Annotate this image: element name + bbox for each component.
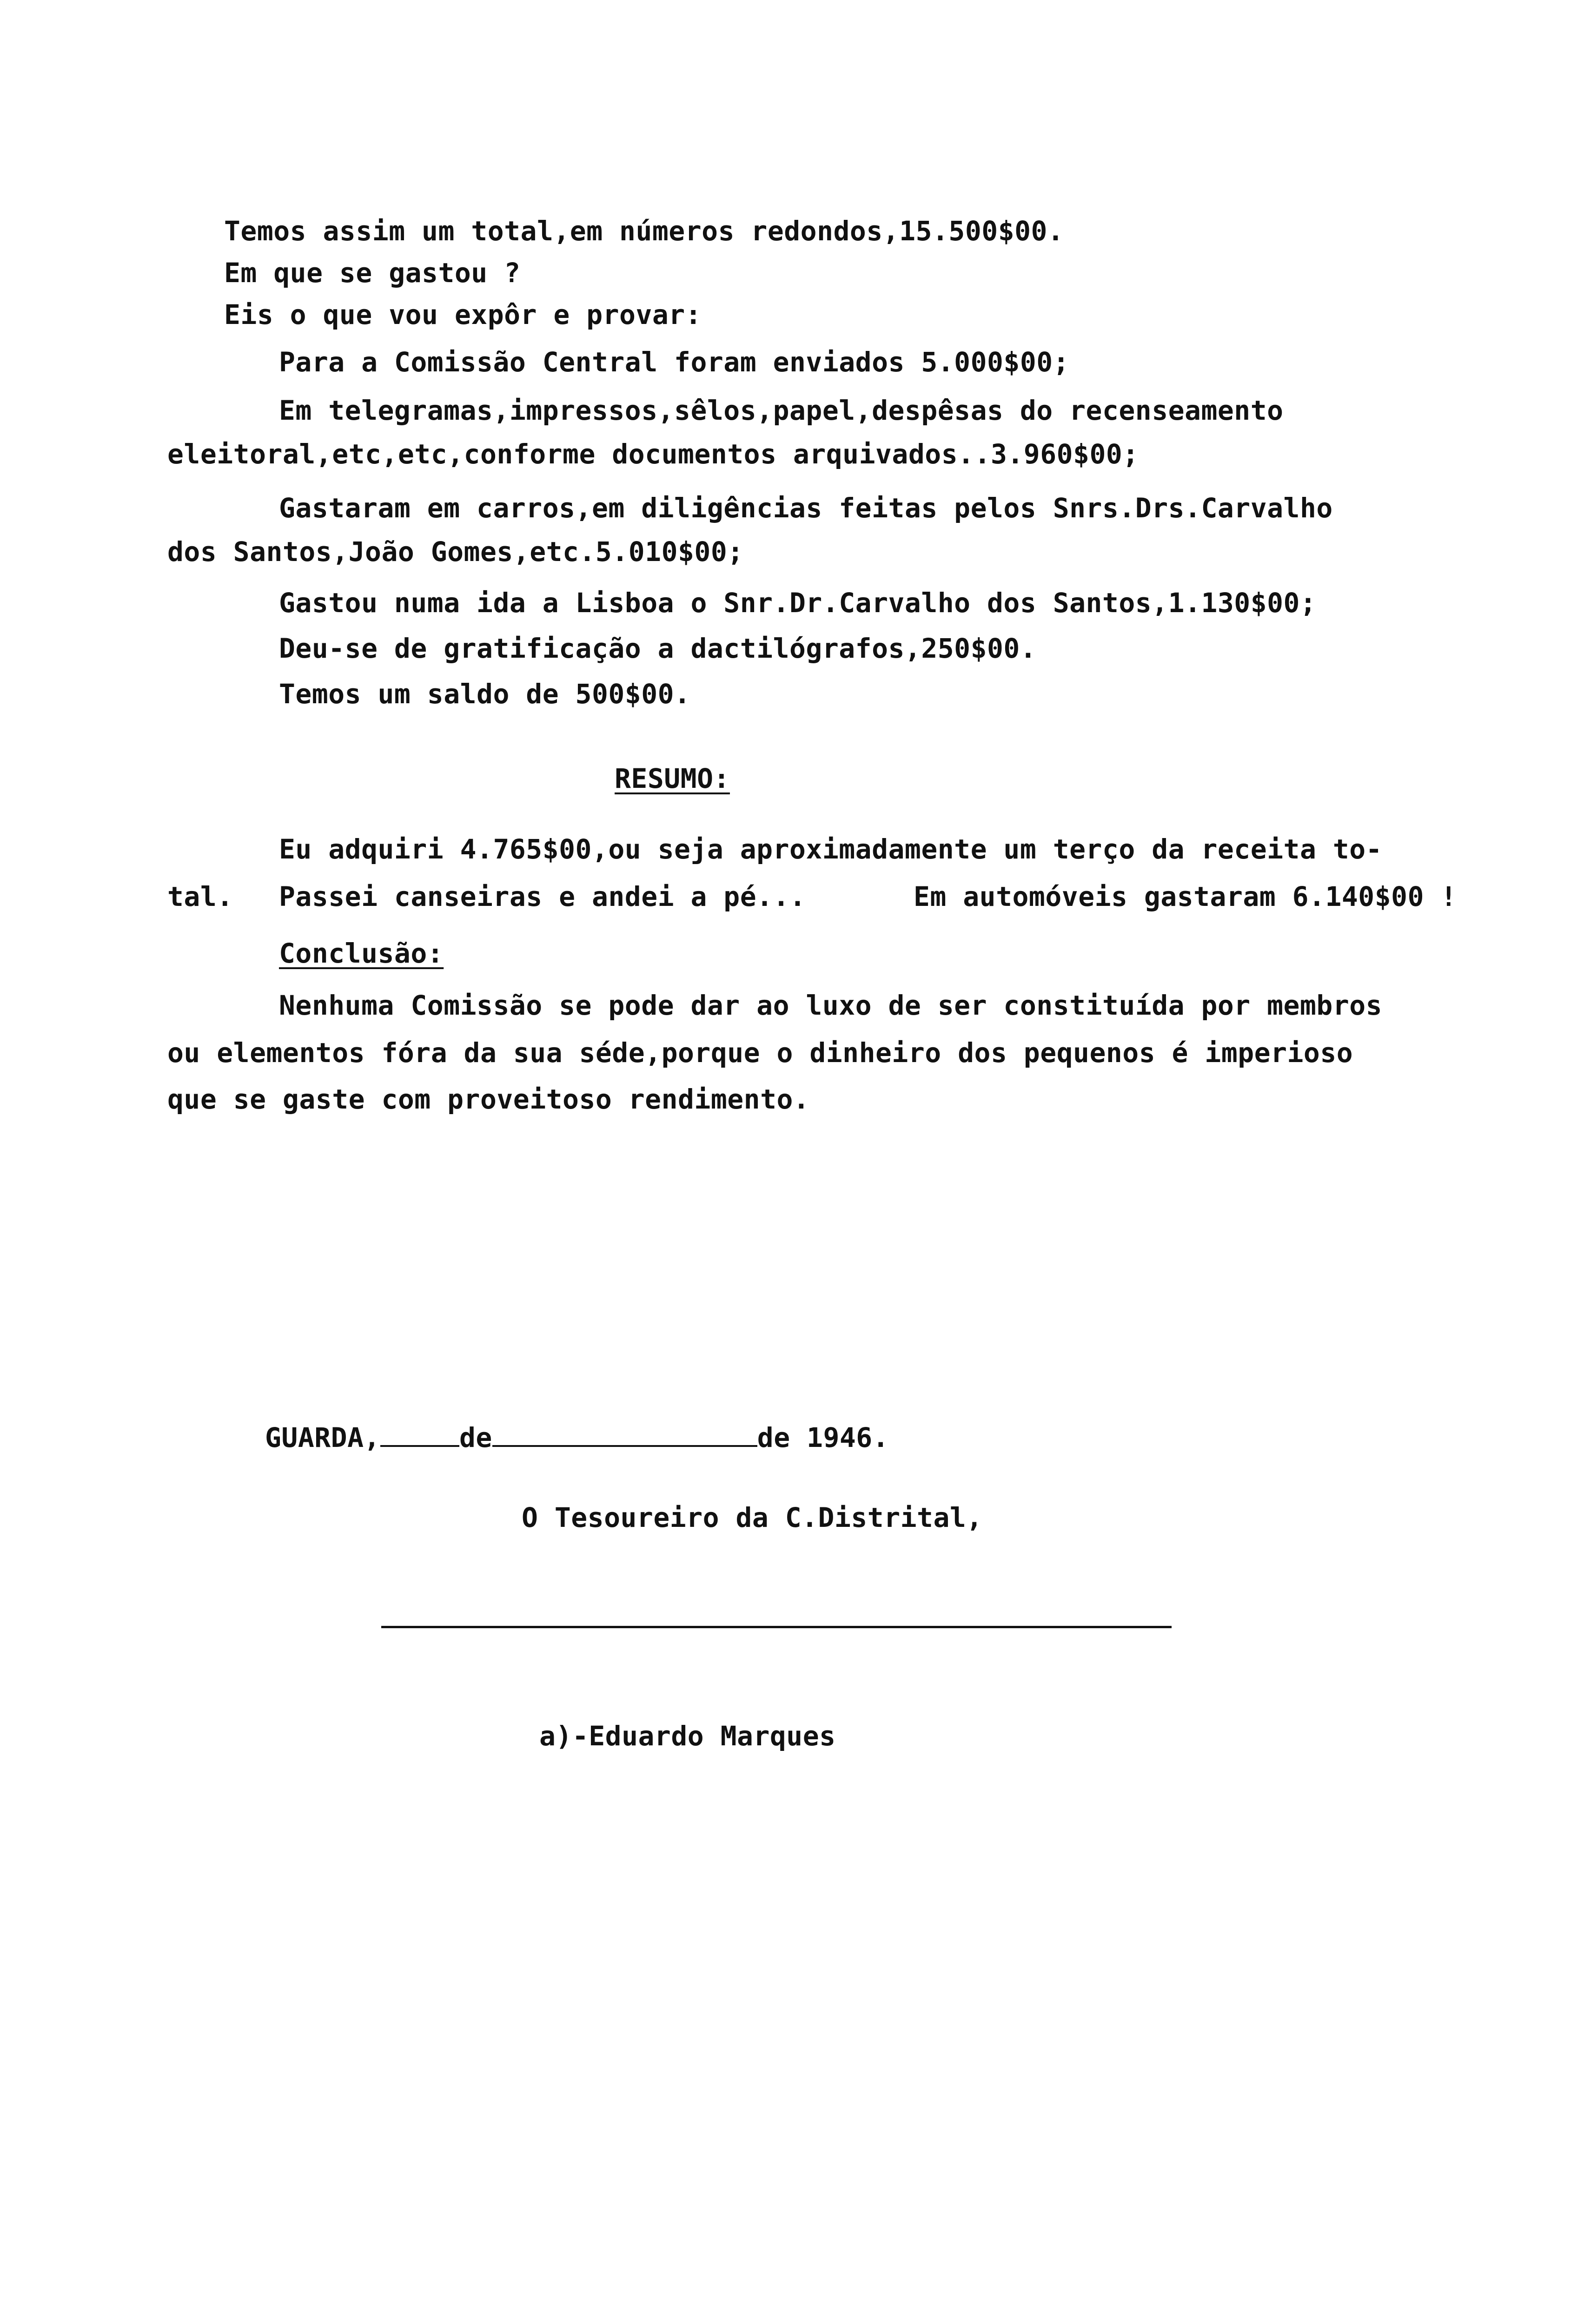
body-line-intro: Eis o que vou expôr e provar: <box>224 299 702 330</box>
date-place: GUARDA, <box>265 1422 380 1453</box>
date-year: de 1946. <box>757 1422 889 1453</box>
body-line-telegramas: Em telegramas,impressos,sêlos,papel,despêsas do recenseamento <box>279 395 1284 426</box>
conclusao-line-2: ou elementos fóra da sua séde,porque o dinheiro dos pequenos é imperioso <box>167 1037 1353 1069</box>
body-line-lisboa: Gastou numa ida a Lisboa o Snr.Dr.Carvalho dos Santos,1.130$00; <box>279 587 1317 619</box>
date-line <box>265 1421 889 1454</box>
month-blank <box>492 1426 757 1447</box>
body-line-comissao: Para a Comissão Central foram enviados 5.000$00; <box>279 346 1070 378</box>
conclusao-line-3: que se gaste com proveitoso rendimento. <box>167 1083 810 1115</box>
date-de-1: de <box>459 1422 492 1453</box>
signature-line <box>381 1626 1172 1628</box>
signature-name: a)-Eduardo Marques <box>539 1720 836 1752</box>
conclusao-line-1: Nenhuma Comissão se pode dar ao luxo de ser constituída por membros <box>279 990 1383 1021</box>
day-blank <box>380 1426 459 1447</box>
resumo-line-1: Eu adquiri 4.765$00,ou seja aproximadamente um terço da receita to- <box>279 833 1383 865</box>
signatory-role: O Tesoureiro da C.Distrital, <box>522 1502 983 1533</box>
resumo-line-2a: Passei canseiras e andei a pé... <box>279 881 806 912</box>
conclusao-heading: Conclusão: <box>279 938 444 969</box>
body-line-eleitoral: eleitoral,etc,etc,conforme documentos arquivados..3.960$00; <box>167 438 1139 470</box>
body-line-total: Temos assim um total,em números redondos,15.500$00. <box>224 215 1064 247</box>
resumo-line-2b: Em automóveis gastaram 6.140$00 ! <box>914 881 1457 912</box>
body-line-santos: dos Santos,João Gomes,etc.5.010$00; <box>167 536 744 568</box>
body-line-saldo: Temos um saldo de 500$00. <box>279 678 691 710</box>
resumo-line-2-start: tal. <box>167 881 233 912</box>
body-line-carros: Gastaram em carros,em diligências feitas pelos Snrs.Drs.Carvalho <box>279 492 1333 524</box>
body-line-question: Em que se gastou ? <box>224 257 521 289</box>
body-line-gratificacao: Deu-se de gratificação a dactilógrafos,250$00. <box>279 633 1037 664</box>
resumo-heading: RESUMO: <box>615 763 730 794</box>
